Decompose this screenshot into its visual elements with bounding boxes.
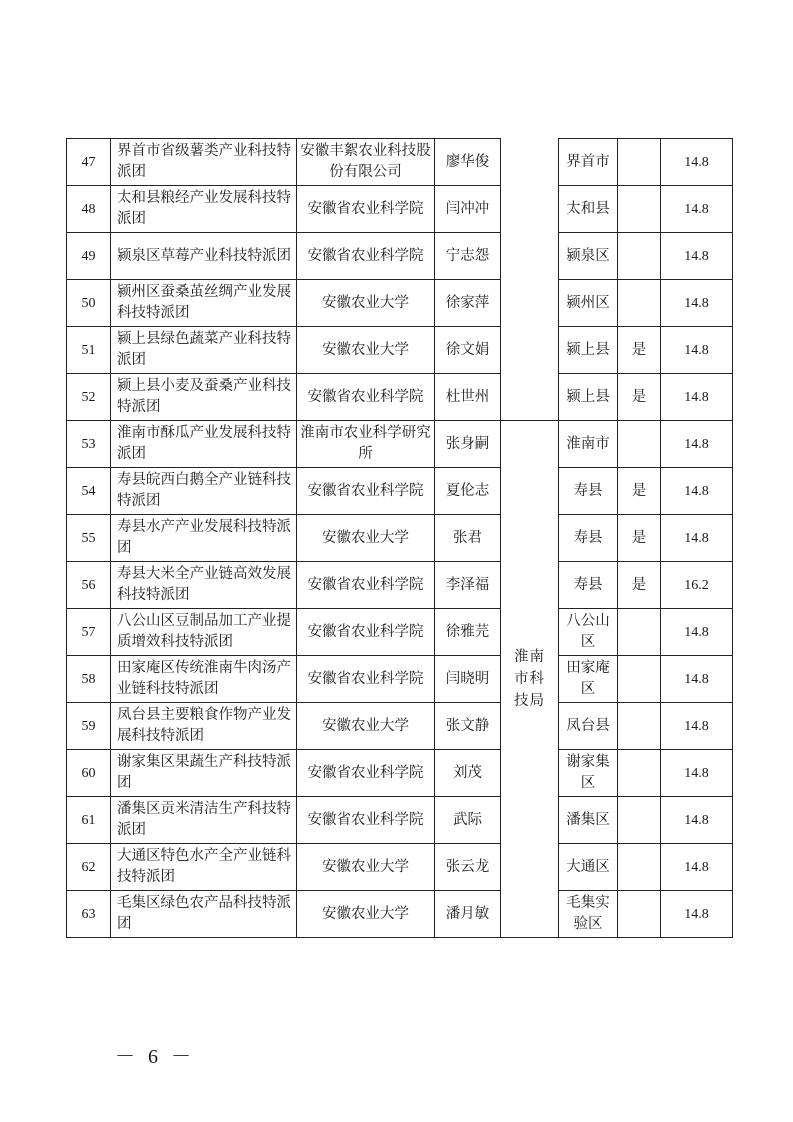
row-number: 54: [67, 468, 111, 515]
team-leader: 潘月敏: [435, 891, 501, 938]
host-unit: 淮南市农业科学研究所: [297, 421, 435, 468]
key-county-flag: 是: [618, 562, 661, 609]
table-row: [67, 233, 733, 280]
row-number: 52: [67, 374, 111, 421]
funding-amount: 14.8: [661, 515, 733, 562]
table-row: [67, 750, 733, 797]
host-unit: 安徽农业大学: [297, 327, 435, 374]
key-county-flag: [618, 656, 661, 703]
funding-amount: 14.8: [661, 609, 733, 656]
team-leader: 廖华俊: [435, 139, 501, 186]
team-leader: 宁志怨: [435, 233, 501, 280]
funding-amount: 14.8: [661, 468, 733, 515]
funding-amount: 14.8: [661, 797, 733, 844]
funding-amount: 14.8: [661, 186, 733, 233]
team-leader: 徐雅芫: [435, 609, 501, 656]
team-name: 太和县粮经产业发展科技特派团: [111, 186, 297, 233]
service-area: 谢家集区: [559, 750, 618, 797]
host-unit: 安徽省农业科学院: [297, 468, 435, 515]
host-unit: 安徽农业大学: [297, 844, 435, 891]
team-name: 寿县皖西白鹅全产业链科技特派团: [111, 468, 297, 515]
team-leader: 李泽福: [435, 562, 501, 609]
team-name: 颍上县绿色蔬菜产业科技特派团: [111, 327, 297, 374]
key-county-flag: 是: [618, 327, 661, 374]
table-row: [67, 280, 733, 327]
funding-amount: 14.8: [661, 139, 733, 186]
team-leader: 张云龙: [435, 844, 501, 891]
team-leader: 徐文娟: [435, 327, 501, 374]
key-county-flag: [618, 186, 661, 233]
host-unit: 安徽农业大学: [297, 891, 435, 938]
team-name: 八公山区豆制品加工产业提质增效科技特派团: [111, 609, 297, 656]
table-row: [67, 891, 733, 938]
team-name: 毛集区绿色农产品科技特派团: [111, 891, 297, 938]
team-leader: 武际: [435, 797, 501, 844]
team-leader: 张君: [435, 515, 501, 562]
team-name: 寿县大米全产业链高效发展科技特派团: [111, 562, 297, 609]
row-number: 63: [67, 891, 111, 938]
team-name: 界首市省级薯类产业科技特派团: [111, 139, 297, 186]
key-county-flag: [618, 703, 661, 750]
funding-amount: 14.8: [661, 656, 733, 703]
organizer-huainan: 淮南市科技局: [501, 421, 559, 938]
table-row: [67, 515, 733, 562]
table-row: [67, 374, 733, 421]
key-county-flag: [618, 797, 661, 844]
host-unit: 安徽省农业科学院: [297, 374, 435, 421]
key-county-flag: [618, 280, 661, 327]
row-number: 62: [67, 844, 111, 891]
table-row: [67, 562, 733, 609]
service-area: 颍泉区: [559, 233, 618, 280]
team-name: 颍泉区草莓产业科技特派团: [111, 233, 297, 280]
table-row: [67, 421, 733, 468]
table-row: [67, 327, 733, 374]
host-unit: 安徽省农业科学院: [297, 797, 435, 844]
service-area: 寿县: [559, 468, 618, 515]
team-name: 寿县水产产业发展科技特派团: [111, 515, 297, 562]
row-number: 51: [67, 327, 111, 374]
row-number: 55: [67, 515, 111, 562]
team-leader: 夏伦志: [435, 468, 501, 515]
row-number: 56: [67, 562, 111, 609]
row-number: 59: [67, 703, 111, 750]
key-county-flag: 是: [618, 515, 661, 562]
funding-amount: 16.2: [661, 562, 733, 609]
service-area: 大通区: [559, 844, 618, 891]
table-row: [67, 656, 733, 703]
host-unit: 安徽省农业科学院: [297, 233, 435, 280]
row-number: 47: [67, 139, 111, 186]
team-name: 大通区特色水产全产业链科技特派团: [111, 844, 297, 891]
team-name: 谢家集区果蔬生产科技特派团: [111, 750, 297, 797]
key-county-flag: 是: [618, 468, 661, 515]
key-county-flag: [618, 891, 661, 938]
service-area: 寿县: [559, 562, 618, 609]
key-county-flag: [618, 844, 661, 891]
team-name: 颍州区蚕桑茧丝绸产业发展科技特派团: [111, 280, 297, 327]
funding-amount: 14.8: [661, 374, 733, 421]
table-row: [67, 186, 733, 233]
key-county-flag: [618, 421, 661, 468]
service-area: 八公山区: [559, 609, 618, 656]
page-number: － 6 －: [115, 1046, 195, 1068]
row-number: 48: [67, 186, 111, 233]
team-name: 田家庵区传统淮南牛肉汤产业链科技特派团: [111, 656, 297, 703]
service-area: 田家庵区: [559, 656, 618, 703]
service-area: 颍州区: [559, 280, 618, 327]
funding-amount: 14.8: [661, 280, 733, 327]
table-row: [67, 797, 733, 844]
team-leader: 张文静: [435, 703, 501, 750]
row-number: 57: [67, 609, 111, 656]
service-area: 毛集实验区: [559, 891, 618, 938]
service-area: 太和县: [559, 186, 618, 233]
host-unit: 安徽省农业科学院: [297, 750, 435, 797]
host-unit: 安徽省农业科学院: [297, 186, 435, 233]
service-area: 界首市: [559, 139, 618, 186]
host-unit: 安徽丰絮农业科技股份有限公司: [297, 139, 435, 186]
funding-amount: 14.8: [661, 233, 733, 280]
row-number: 58: [67, 656, 111, 703]
funding-amount: 14.8: [661, 421, 733, 468]
assignment-table: [66, 138, 733, 938]
funding-amount: 14.8: [661, 750, 733, 797]
team-leader: 张身嗣: [435, 421, 501, 468]
service-area: 凤台县: [559, 703, 618, 750]
funding-amount: 14.8: [661, 703, 733, 750]
service-area: 颍上县: [559, 327, 618, 374]
team-name: 淮南市酥瓜产业发展科技特派团: [111, 421, 297, 468]
table-row: [67, 609, 733, 656]
funding-amount: 14.8: [661, 891, 733, 938]
service-area: 寿县: [559, 515, 618, 562]
row-number: 50: [67, 280, 111, 327]
host-unit: 安徽农业大学: [297, 703, 435, 750]
funding-amount: 14.8: [661, 327, 733, 374]
table-row: [67, 468, 733, 515]
team-leader: 杜世州: [435, 374, 501, 421]
host-unit: 安徽省农业科学院: [297, 609, 435, 656]
host-unit: 安徽省农业科学院: [297, 656, 435, 703]
team-name: 凤台县主要粮食作物产业发展科技特派团: [111, 703, 297, 750]
key-county-flag: [618, 139, 661, 186]
team-leader: 徐家萍: [435, 280, 501, 327]
row-number: 49: [67, 233, 111, 280]
key-county-flag: [618, 609, 661, 656]
row-number: 61: [67, 797, 111, 844]
key-county-flag: [618, 233, 661, 280]
service-area: 潘集区: [559, 797, 618, 844]
team-name: 颍上县小麦及蚕桑产业科技特派团: [111, 374, 297, 421]
table-row: [67, 703, 733, 750]
organizer-cell-empty: [501, 139, 559, 421]
table-row: [67, 139, 733, 186]
funding-amount: 14.8: [661, 844, 733, 891]
team-leader: 闫晓明: [435, 656, 501, 703]
team-leader: 刘茂: [435, 750, 501, 797]
key-county-flag: 是: [618, 374, 661, 421]
service-area: 淮南市: [559, 421, 618, 468]
host-unit: 安徽农业大学: [297, 515, 435, 562]
row-number: 53: [67, 421, 111, 468]
team-leader: 闫冲冲: [435, 186, 501, 233]
row-number: 60: [67, 750, 111, 797]
host-unit: 安徽农业大学: [297, 280, 435, 327]
team-name: 潘集区贡米清洁生产科技特派团: [111, 797, 297, 844]
service-area: 颍上县: [559, 374, 618, 421]
table-row: [67, 844, 733, 891]
host-unit: 安徽省农业科学院: [297, 562, 435, 609]
key-county-flag: [618, 750, 661, 797]
